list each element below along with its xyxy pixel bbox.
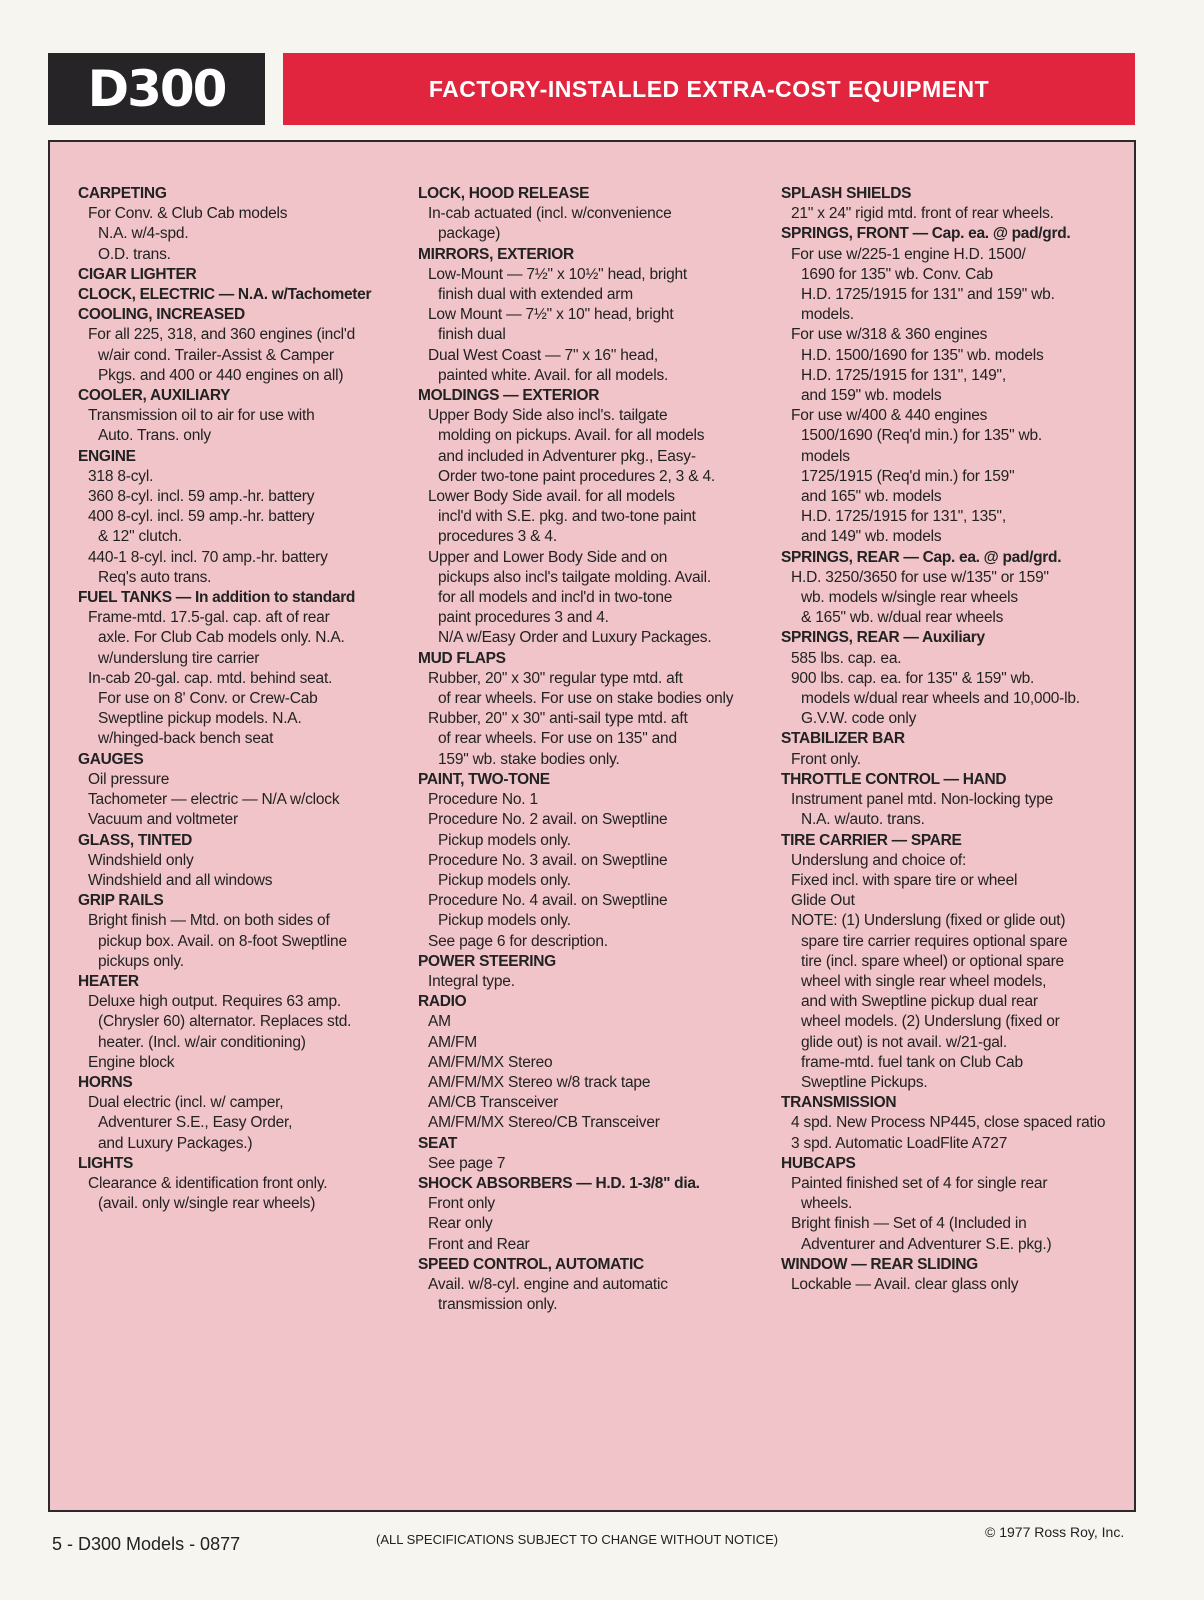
equipment-section bbox=[781, 1093, 1126, 1154]
option-line: 360 8-cyl. incl. 59 amp.-hr. battery bbox=[88, 488, 315, 506]
option-continuation: and 149" wb. models bbox=[801, 528, 942, 546]
option-continuation: 1725/1915 (Req'd min.) for 159" bbox=[801, 467, 1015, 485]
option-continuation: paint procedures 3 and 4. bbox=[438, 609, 609, 627]
section-heading: MUD FLAPS bbox=[418, 649, 506, 667]
option-line: 318 8-cyl. bbox=[88, 467, 154, 485]
option-line: Low Mount — 7½" x 10" head, bright bbox=[428, 306, 674, 324]
option-line: Engine block bbox=[88, 1053, 175, 1071]
option-line: 900 lbs. cap. ea. for 135" & 159" wb. bbox=[791, 669, 1035, 687]
option-continuation: transmission only. bbox=[438, 1296, 558, 1314]
equipment-section bbox=[781, 224, 1126, 547]
section-heading: HEATER bbox=[78, 972, 139, 990]
section-heading: CIGAR LIGHTER bbox=[78, 265, 197, 283]
option-continuation: w/underslung tire carrier bbox=[98, 649, 260, 667]
equipment-column-3 bbox=[781, 184, 1126, 1295]
option-continuation: of rear wheels. For use on stake bodies only bbox=[438, 690, 734, 708]
equipment-section bbox=[781, 1154, 1126, 1255]
option-line: 400 8-cyl. incl. 59 amp.-hr. battery bbox=[88, 508, 315, 526]
option-line: Procedure No. 2 avail. on Sweptline bbox=[428, 811, 668, 829]
equipment-section bbox=[78, 831, 423, 892]
option-line: For use w/400 & 440 engines bbox=[791, 407, 988, 425]
section-heading: PAINT, TWO-TONE bbox=[418, 770, 550, 788]
equipment-section bbox=[78, 891, 423, 972]
option-line: Oil pressure bbox=[88, 770, 170, 788]
section-heading: GRIP RAILS bbox=[78, 892, 164, 910]
option-continuation: pickups only. bbox=[98, 952, 184, 970]
option-line: AM/FM/MX Stereo w/8 track tape bbox=[428, 1073, 651, 1091]
section-heading: COOLING, INCREASED bbox=[78, 306, 245, 324]
section-heading: COOLER, AUXILIARY bbox=[78, 387, 231, 405]
option-line: 585 lbs. cap. ea. bbox=[791, 649, 902, 667]
option-line: See page 7 bbox=[428, 1154, 506, 1172]
option-continuation: Pickup models only. bbox=[438, 912, 571, 930]
option-continuation: models. bbox=[801, 306, 854, 324]
option-continuation: Auto. Trans. only bbox=[98, 427, 211, 445]
option-line: 440-1 8-cyl. incl. 70 amp.-hr. battery bbox=[88, 548, 328, 566]
option-line: 21" x 24" rigid mtd. front of rear wheels. bbox=[791, 205, 1054, 223]
option-line: Procedure No. 1 bbox=[428, 791, 538, 809]
equipment-section bbox=[78, 972, 423, 1073]
equipment-column-2 bbox=[418, 184, 763, 1315]
option-continuation: Pickup models only. bbox=[438, 831, 571, 849]
section-heading: MOLDINGS — EXTERIOR bbox=[418, 387, 600, 405]
option-continuation: glide out) is not avail. w/21-gal. bbox=[801, 1033, 1008, 1051]
section-heading: THROTTLE CONTROL — HAND bbox=[781, 770, 1007, 788]
option-line: AM bbox=[428, 1013, 451, 1031]
option-continuation: H.D. 1725/1915 for 131", 149", bbox=[801, 366, 1006, 384]
option-line: Low-Mount — 7½" x 10½" head, bright bbox=[428, 265, 688, 283]
option-continuation: incl'd with S.E. pkg. and two-tone paint bbox=[438, 508, 696, 526]
option-continuation: wheel with single rear wheel models, bbox=[801, 972, 1047, 990]
option-continuation: Pkgs. and 400 or 440 engines on all) bbox=[98, 366, 344, 384]
equipment-section bbox=[418, 649, 763, 770]
option-line: Lower Body Side avail. for all models bbox=[428, 488, 675, 506]
option-continuation: Adventurer and Adventurer S.E. pkg.) bbox=[801, 1235, 1052, 1253]
option-line: Front and Rear bbox=[428, 1235, 530, 1253]
option-continuation: of rear wheels. For use on 135" and bbox=[438, 730, 677, 748]
equipment-section bbox=[78, 386, 423, 447]
option-line: Rubber, 20" x 30" regular type mtd. aft bbox=[428, 669, 683, 687]
option-continuation: procedures 3 & 4. bbox=[438, 528, 557, 546]
option-continuation: pickup box. Avail. on 8-foot Sweptline bbox=[98, 932, 347, 950]
option-continuation: & 165" wb. w/dual rear wheels bbox=[801, 609, 1004, 627]
option-continuation: Req's auto trans. bbox=[98, 568, 212, 586]
section-heading: FUEL TANKS — In addition to standard bbox=[78, 589, 356, 607]
option-continuation: and 159" wb. models bbox=[801, 387, 942, 405]
option-line: Lockable — Avail. clear glass only bbox=[791, 1275, 1019, 1293]
equipment-section bbox=[418, 184, 763, 245]
option-line: AM/FM/MX Stereo bbox=[428, 1053, 553, 1071]
option-line: AM/FM bbox=[428, 1033, 477, 1051]
equipment-section bbox=[78, 750, 423, 831]
option-line: Bright finish — Set of 4 (Included in bbox=[791, 1215, 1027, 1233]
option-continuation: wheel models. (2) Underslung (fixed or bbox=[801, 1013, 1060, 1031]
section-heading: SPRINGS, REAR — Cap. ea. @ pad/grd. bbox=[781, 548, 1062, 566]
option-continuation: N/A w/Easy Order and Luxury Packages. bbox=[438, 629, 712, 647]
section-heading: GAUGES bbox=[78, 750, 144, 768]
option-continuation: w/air cond. Trailer-Assist & Camper bbox=[98, 346, 334, 364]
option-continuation: Adventurer S.E., Easy Order, bbox=[98, 1114, 293, 1132]
option-line: Upper and Lower Body Side and on bbox=[428, 548, 668, 566]
equipment-section bbox=[418, 245, 763, 386]
equipment-section bbox=[781, 831, 1126, 1094]
equipment-section bbox=[418, 952, 763, 992]
option-continuation: models w/dual rear wheels and 10,000-lb. bbox=[801, 690, 1080, 708]
option-line: Instrument panel mtd. Non-locking type bbox=[791, 791, 1054, 809]
option-continuation: Order two-tone paint procedures 2, 3 & 4. bbox=[438, 467, 715, 485]
option-continuation: (Chrysler 60) alternator. Replaces std. bbox=[98, 1013, 352, 1031]
option-line: Integral type. bbox=[428, 972, 515, 990]
page-number: 5 - D300 Models - 0877 bbox=[52, 1534, 241, 1554]
option-continuation: 1500/1690 (Req'd min.) for 135" wb. bbox=[801, 427, 1042, 445]
equipment-section bbox=[418, 1134, 763, 1174]
option-line: Dual West Coast — 7" x 16" head, bbox=[428, 346, 659, 364]
option-continuation: & 12" clutch. bbox=[98, 528, 182, 546]
option-line: 4 spd. New Process NP445, close spaced ratio bbox=[791, 1114, 1106, 1132]
option-continuation: Sweptline Pickups. bbox=[801, 1073, 928, 1091]
option-continuation: 159" wb. stake bodies only. bbox=[438, 750, 620, 768]
option-line: In-cab 20-gal. cap. mtd. behind seat. bbox=[88, 669, 333, 687]
option-continuation: For use on 8' Conv. or Crew-Cab bbox=[98, 690, 318, 708]
section-heading: ENGINE bbox=[78, 447, 136, 465]
option-continuation: Pickup models only. bbox=[438, 871, 571, 889]
section-heading: CLOCK, ELECTRIC — N.A. w/Tachometer bbox=[78, 286, 372, 304]
equipment-section bbox=[78, 447, 423, 588]
option-line: Dual electric (incl. w/ camper, bbox=[88, 1094, 284, 1112]
option-line: 3 spd. Automatic LoadFlite A727 bbox=[791, 1134, 1008, 1152]
option-line: For Conv. & Club Cab models bbox=[88, 205, 288, 223]
equipment-section bbox=[418, 1174, 763, 1255]
section-heading: SPEED CONTROL, AUTOMATIC bbox=[418, 1255, 644, 1273]
equipment-section bbox=[781, 770, 1126, 831]
model-logo: D300 bbox=[48, 53, 265, 125]
equipment-section bbox=[78, 184, 423, 265]
equipment-section bbox=[781, 1255, 1126, 1295]
option-continuation: tire (incl. spare wheel) or optional spare bbox=[801, 952, 1064, 970]
option-line: For all 225, 318, and 360 engines (incl'd bbox=[88, 326, 356, 344]
option-line: Front only. bbox=[791, 750, 861, 768]
equipment-section bbox=[78, 305, 423, 386]
section-heading: TIRE CARRIER — SPARE bbox=[781, 831, 962, 849]
option-continuation: wheels. bbox=[801, 1195, 853, 1213]
option-line: For use w/318 & 360 engines bbox=[791, 326, 988, 344]
section-heading: TRANSMISSION bbox=[781, 1094, 897, 1112]
equipment-section bbox=[418, 770, 763, 952]
option-line: Frame-mtd. 17.5-gal. cap. aft of rear bbox=[88, 609, 330, 627]
section-heading: RADIO bbox=[418, 993, 467, 1011]
option-line: Avail. w/8-cyl. engine and automatic bbox=[428, 1275, 668, 1293]
option-continuation: (avail. only w/single rear wheels) bbox=[98, 1195, 316, 1213]
section-heading: SPRINGS, REAR — Auxiliary bbox=[781, 629, 985, 647]
equipment-section bbox=[418, 1255, 763, 1316]
option-continuation: and 165" wb. models bbox=[801, 488, 942, 506]
option-line: H.D. 3250/3650 for use w/135" or 159" bbox=[791, 568, 1049, 586]
equipment-section bbox=[418, 386, 763, 649]
option-line: Fixed incl. with spare tire or wheel bbox=[791, 871, 1018, 889]
option-line: AM/FM/MX Stereo/CB Transceiver bbox=[428, 1114, 660, 1132]
option-continuation: finish dual bbox=[438, 326, 506, 344]
section-heading: CARPETING bbox=[78, 185, 167, 202]
option-line: See page 6 for description. bbox=[428, 932, 608, 950]
equipment-section bbox=[78, 1073, 423, 1154]
option-continuation: w/hinged-back bench seat bbox=[98, 730, 274, 748]
option-continuation: for all models and incl'd in two-tone bbox=[438, 589, 673, 607]
section-heading: STABILIZER BAR bbox=[781, 730, 905, 748]
equipment-section bbox=[418, 992, 763, 1133]
option-continuation: H.D. 1725/1915 for 131", 135", bbox=[801, 508, 1006, 526]
equipment-section bbox=[78, 265, 423, 285]
option-continuation: H.D. 1500/1690 for 135" wb. models bbox=[801, 346, 1044, 364]
option-line: Deluxe high output. Requires 63 amp. bbox=[88, 993, 342, 1011]
equipment-section bbox=[781, 628, 1126, 729]
option-line: Rear only bbox=[428, 1215, 493, 1233]
option-line: Vacuum and voltmeter bbox=[88, 811, 238, 829]
section-heading: HORNS bbox=[78, 1073, 133, 1091]
option-line: AM/CB Transceiver bbox=[428, 1094, 559, 1112]
option-line: Windshield only bbox=[88, 851, 194, 869]
equipment-section bbox=[781, 729, 1126, 769]
option-continuation: heater. (Incl. w/air conditioning) bbox=[98, 1033, 306, 1051]
equipment-section bbox=[78, 1154, 423, 1215]
section-heading: HUBCAPS bbox=[781, 1154, 856, 1172]
option-continuation: molding on pickups. Avail. for all models bbox=[438, 427, 705, 445]
option-line: Windshield and all windows bbox=[88, 871, 273, 889]
equipment-section bbox=[781, 548, 1126, 629]
option-continuation: and included in Adventurer pkg., Easy- bbox=[438, 447, 696, 465]
option-line: Front only bbox=[428, 1195, 495, 1213]
section-heading: GLASS, TINTED bbox=[78, 831, 193, 849]
disclaimer: (ALL SPECIFICATIONS SUBJECT TO CHANGE WITHOUT NOTICE) bbox=[376, 1532, 779, 1547]
option-line: Tachometer — electric — N/A w/clock bbox=[88, 791, 340, 809]
option-continuation: and Luxury Packages.) bbox=[98, 1134, 253, 1152]
option-line: Rubber, 20" x 30" anti-sail type mtd. aft bbox=[428, 710, 688, 728]
option-line: Transmission oil to air for use with bbox=[88, 407, 315, 425]
option-continuation: finish dual with extended arm bbox=[438, 286, 633, 304]
option-continuation: painted white. Avail. for all models. bbox=[438, 366, 669, 384]
option-continuation: pickups also incl's tailgate molding. Avail. bbox=[438, 568, 712, 586]
option-continuation: axle. For Club Cab models only. N.A. bbox=[98, 629, 345, 647]
option-line: NOTE: (1) Underslung (fixed or glide out) bbox=[791, 912, 1066, 930]
option-continuation: models bbox=[801, 447, 850, 465]
option-continuation: N.A. w/4-spd. bbox=[98, 225, 189, 243]
option-continuation: and with Sweptline pickup dual rear bbox=[801, 993, 1038, 1011]
option-line: Upper Body Side also incl's. tailgate bbox=[428, 407, 668, 425]
option-continuation: H.D. 1725/1915 for 131" and 159" wb. bbox=[801, 286, 1055, 304]
equipment-section bbox=[78, 588, 423, 750]
option-continuation: N.A. w/auto. trans. bbox=[801, 811, 925, 829]
section-heading: WINDOW — REAR SLIDING bbox=[781, 1255, 978, 1273]
option-continuation: wb. models w/single rear wheels bbox=[801, 589, 1018, 607]
option-line: For use w/225-1 engine H.D. 1500/ bbox=[791, 245, 1026, 263]
copyright: © 1977 Ross Roy, Inc. bbox=[985, 1524, 1125, 1540]
option-continuation: O.D. trans. bbox=[98, 245, 171, 263]
equipment-column-1 bbox=[78, 184, 423, 1214]
section-heading: SHOCK ABSORBERS — H.D. 1-3/8" dia. bbox=[418, 1174, 700, 1192]
page-title-banner: FACTORY-INSTALLED EXTRA-COST EQUIPMENT bbox=[283, 53, 1135, 125]
section-heading: SEAT bbox=[418, 1134, 457, 1152]
option-line: Bright finish — Mtd. on both sides of bbox=[88, 912, 330, 930]
option-line: Procedure No. 4 avail. on Sweptline bbox=[428, 892, 668, 910]
section-heading: POWER STEERING bbox=[418, 952, 556, 970]
option-continuation: Sweptline pickup models. N.A. bbox=[98, 710, 302, 728]
equipment-section bbox=[78, 285, 423, 305]
equipment-section bbox=[781, 184, 1126, 224]
section-heading: MIRRORS, EXTERIOR bbox=[418, 245, 574, 263]
section-heading: LOCK, HOOD RELEASE bbox=[418, 185, 590, 202]
section-heading: LIGHTS bbox=[78, 1154, 134, 1172]
option-continuation: G.V.W. code only bbox=[801, 710, 917, 728]
option-line: Underslung and choice of: bbox=[791, 851, 967, 869]
section-heading: SPRINGS, FRONT — Cap. ea. @ pad/grd. bbox=[781, 225, 1071, 243]
option-line: Painted finished set of 4 for single rear bbox=[791, 1174, 1048, 1192]
section-heading: SPLASH SHIELDS bbox=[781, 185, 912, 202]
option-continuation: frame-mtd. fuel tank on Club Cab bbox=[801, 1053, 1023, 1071]
option-continuation: package) bbox=[438, 225, 501, 243]
option-continuation: spare tire carrier requires optional spare bbox=[801, 932, 1068, 950]
option-line: Glide Out bbox=[791, 892, 855, 910]
option-line: Clearance & identification front only. bbox=[88, 1174, 328, 1192]
option-line: In-cab actuated (incl. w/convenience bbox=[428, 205, 672, 223]
option-line: Procedure No. 3 avail. on Sweptline bbox=[428, 851, 668, 869]
option-continuation: 1690 for 135" wb. Conv. Cab bbox=[801, 265, 993, 283]
